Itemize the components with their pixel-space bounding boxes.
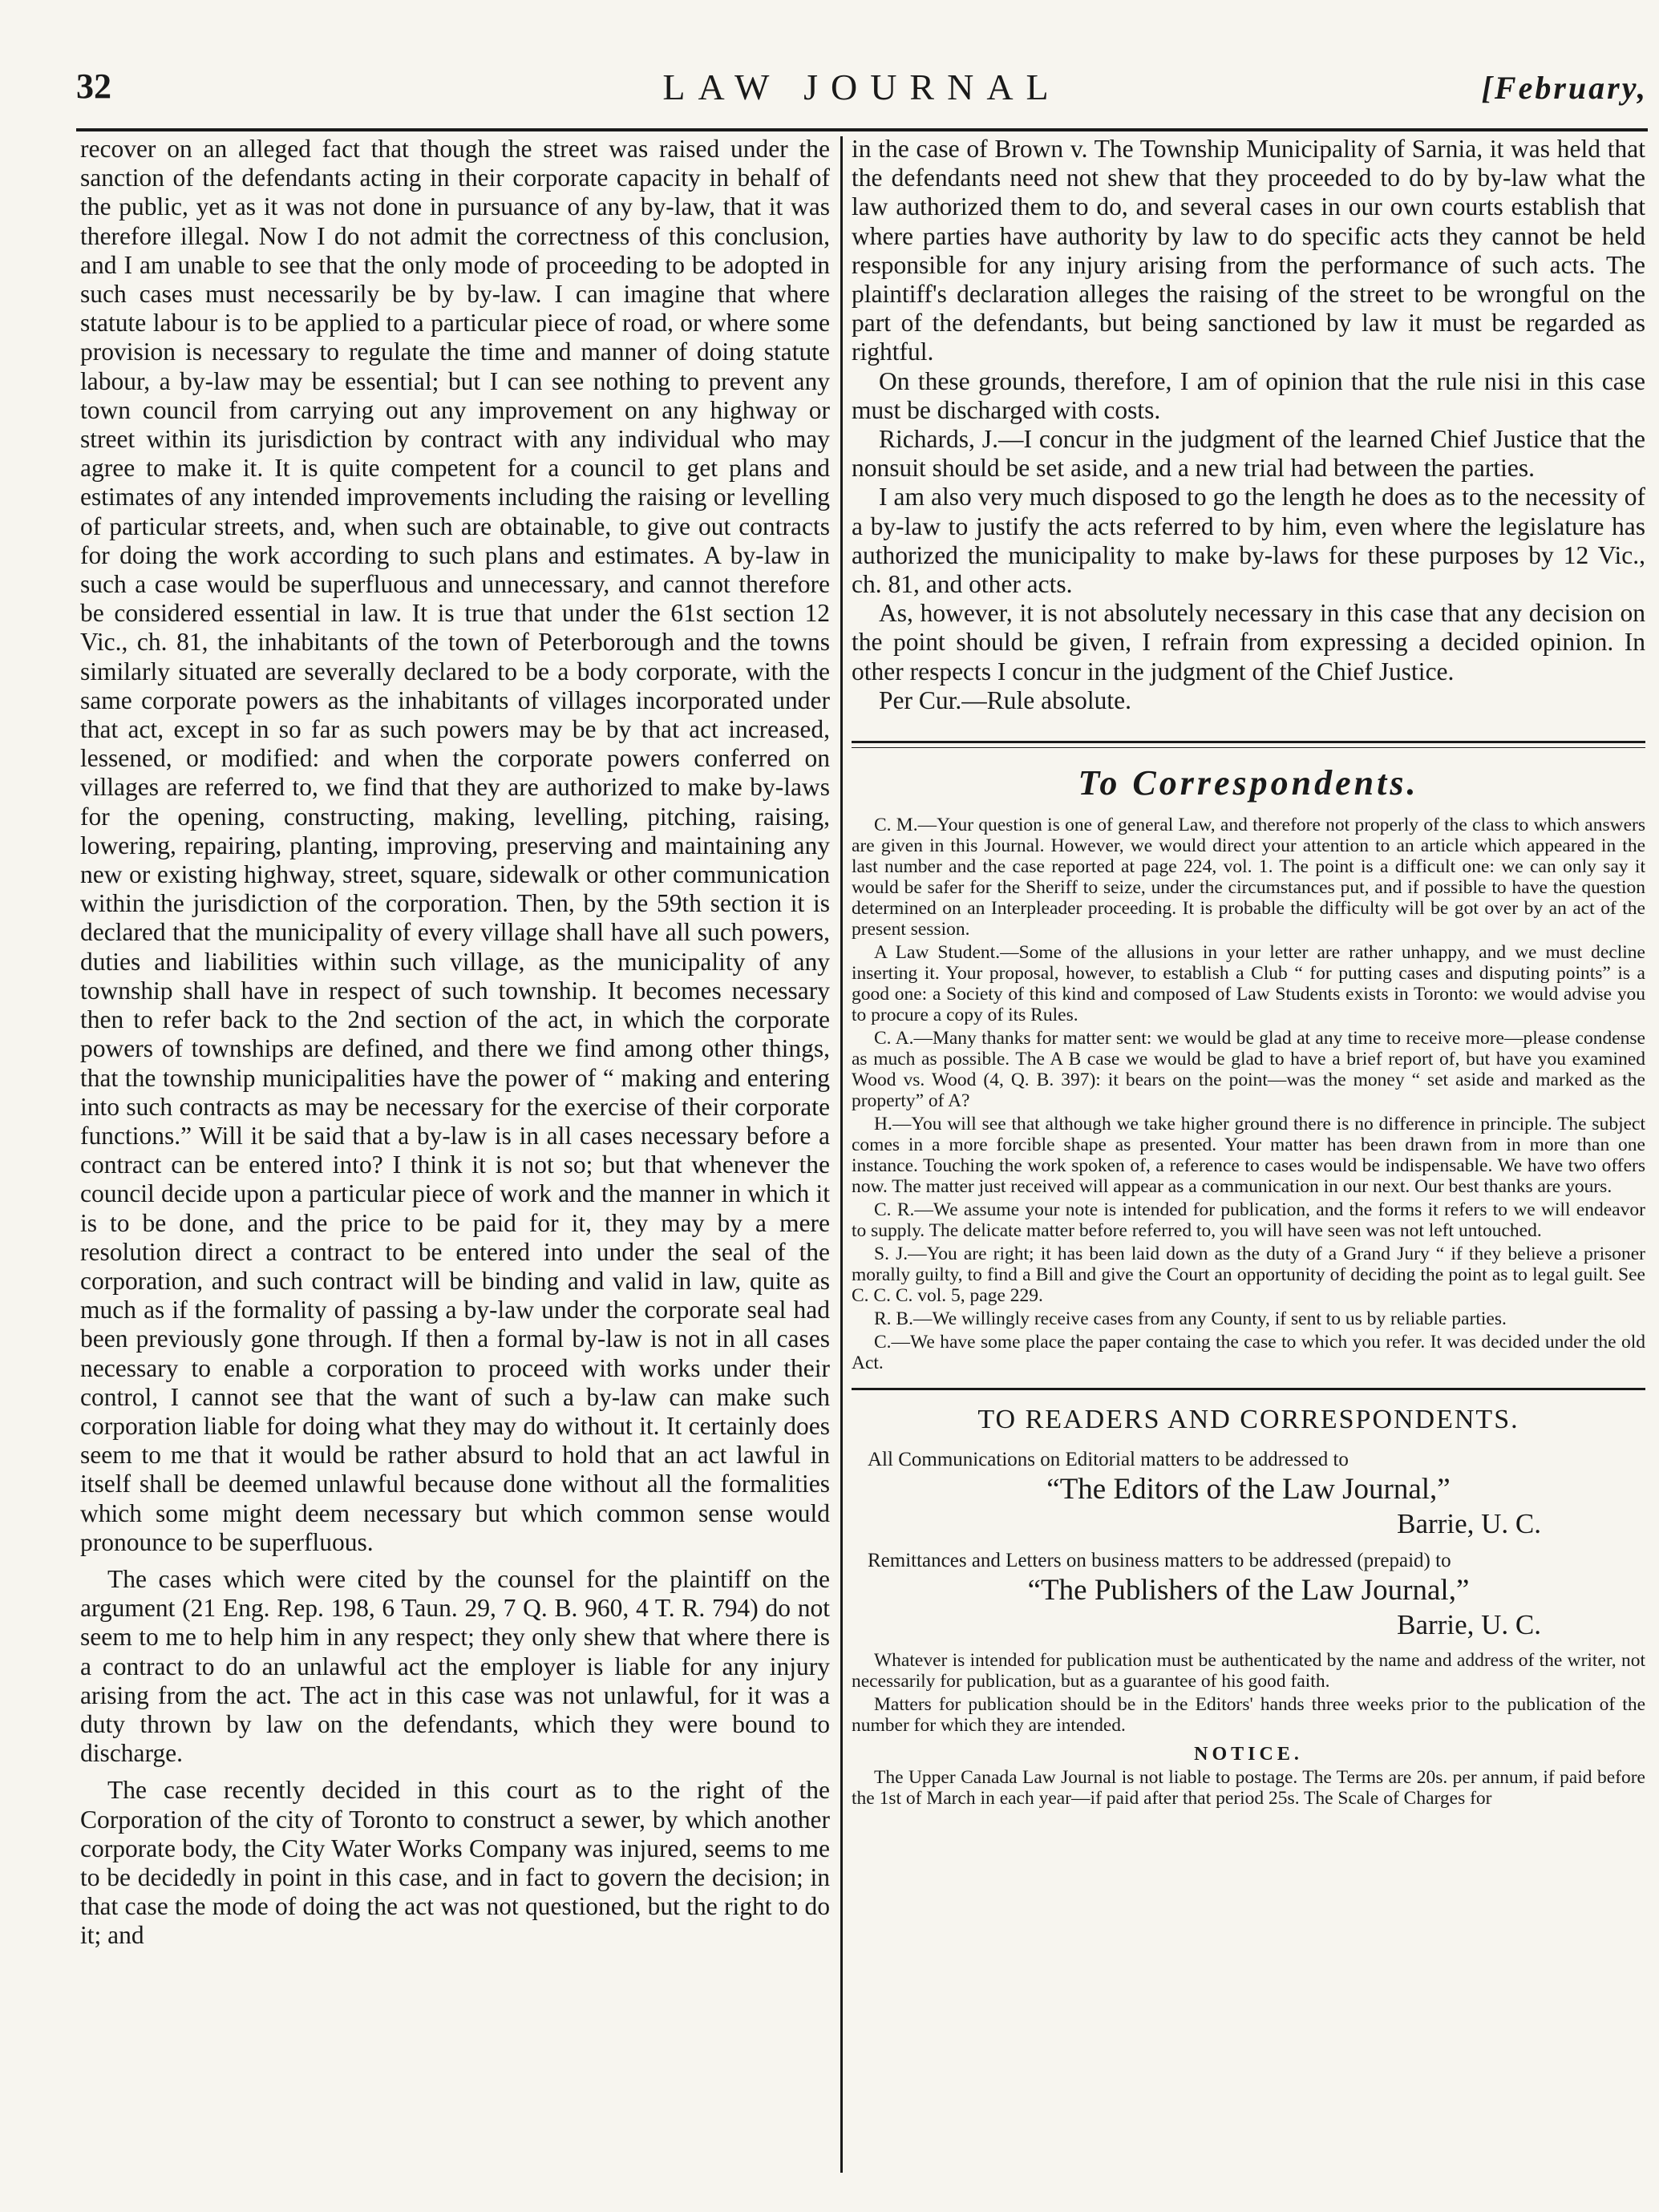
- editors-name: “The Editors of the Law Journal,”: [1046, 1473, 1451, 1506]
- notice-heading: NOTICE.: [1194, 1744, 1303, 1765]
- body-paragraph: The cases which were cited by the counsel for the plaintiff on the argument (21 Eng. Rep. 198, 6 Taun. 29, 7 Q. B. 960, 4 T. R. 794) do not seem to me to help him in any respect; they only shew that where there is a contract to do an unlawful act the employer is liable for any injury arising from the act. The act in this case was not unlawful, for it was a duty thrown by law on the defendants, which they were bound to discharge.: [80, 1564, 830, 1768]
- body-paragraph: Richards, J.—I concur in the judgment of the learned Chief Justice that the nonsuit should be set aside, and a new trial had between the parties.: [852, 425, 1645, 483]
- page-number: 32: [76, 67, 111, 106]
- page-header: [76, 66, 1648, 122]
- body-paragraph: in the case of Brown v. The Township Municipality of Sarnia, it was held that the defendants need not shew that they proceeded to do by by-law what the law authorized them to do, and several cases in our own courts establish that where parties have authority by law to do specific acts they cannot be held responsible for any injury arising from the performance of such acts. The plaintiff's declaration alleges the raising of the street to be wrongful on the part of the defendants, but being sanctioned by law it must be regarded as rightful.: [852, 135, 1645, 366]
- body-paragraph: I am also very much disposed to go the length he does as to the necessity of a by-law to justify the acts referred to by him, even where the legislature has authorized the municipality to make by-laws for these purposes by 12 Vic., ch. 81, and other acts.: [852, 483, 1645, 599]
- notice-body: [852, 1767, 1645, 1809]
- business-address-line: Remittances and Letters on business matters to be addressed (prepaid) to: [868, 1550, 1451, 1572]
- column-divider: [840, 136, 843, 2173]
- correspondents-notes: [852, 815, 1645, 1373]
- body-paragraph: The case recently decided in this court as to the right of the Corporation of the city of Toronto to construct a sewer, by which another corporate body, the City Water Works Company was injured, seems to me to be decidedly in point in this case, and in fact to govern the decision; in that case the mode of doing the act was not questioned, but the right to do it; and: [80, 1776, 830, 1950]
- right-column: [852, 135, 1645, 1811]
- correspondent-note: C. M.—Your question is one of general Law, and therefore not properly of the class to which answers are given in this Journal. However, we would direct your attention to an article which appeared in the last number and the case reported at page 224, vol. 1. The point is a difficult one: we can only say it would be safer for the Sheriff to seize, under the circumstances put, and if possible to have the question determined on an Interpleader proceeding. It is probable the difficulty will be got over by an act of the present session.: [852, 815, 1645, 940]
- correspondent-note: R. B.—We willingly receive cases from any County, if sent to us by reliable parties.: [874, 1308, 1507, 1330]
- correspondent-note: C. R.—We assume your note is intended for publication, and the forms it refers to we will endeavor to supply. The delicate matter before referred to, you will have seen was not left untouched.: [852, 1199, 1645, 1242]
- section-rule: [852, 741, 1645, 748]
- correspondent-note: C.—We have some place the paper containg the case to which you refer. It was decided under the old Act.: [852, 1332, 1645, 1374]
- running-title: LAW JOURNAL: [662, 67, 1062, 107]
- readers-notes: [852, 1650, 1645, 1736]
- correspondent-note: C. A.—Many thanks for matter sent: we would be glad at any time to receive more—please condense as much as possible. The A B case we would be glad to have a brief report of, but have you examined Wood vs. Wood (4, Q. B. 397): it bears on the point—was the money “ set aside and marked as the property” of A?: [852, 1028, 1645, 1112]
- body-paragraph: Per Cur.—Rule absolute.: [879, 685, 1131, 714]
- header-rule: [76, 128, 1648, 131]
- authentication-note: Whatever is intended for publication must be authenticated by the name and address of the writer, not necessarily for publication, but as a guarantee of his good faith.: [852, 1650, 1645, 1692]
- running-date: [February,: [1481, 70, 1648, 106]
- body-paragraph: As, however, it is not absolutely necessary in this case that any decision on the point should be given, I refrain from expressing a decided opinion. In other respects I concur in the judgment of the Chief Justice.: [852, 599, 1645, 685]
- publishers-name: “The Publishers of the Law Journal,”: [1027, 1574, 1470, 1607]
- correspondent-note: H.—You will see that although we take higher ground there is no difference in principle. The subject comes in a more forcible shape as presented. Your matter has been drawn from in more than one instance. Touching the work spoken of, a reference to cases would be indispensable. We have two offers now. The matter just received will appear as a communication in our next. Our best thanks are yours.: [852, 1114, 1645, 1198]
- readers-heading: TO READERS AND CORRESPONDENTS.: [977, 1405, 1519, 1435]
- correspondent-note: A Law Student.—Some of the allusions in your letter are rather unhappy, and we must decline inserting it. Your proposal, however, to establish a Club “ for putting cases and disputing points” is a good one: a Society of this kind and composed of Law Students exists in Toronto: we would advise you to procure a copy of its Rules.: [852, 942, 1645, 1026]
- correspondents-heading: To Correspondents.: [1078, 763, 1419, 803]
- body-paragraph: recover on an alleged fact that though the street was raised under the sanction of the defendants acting in their corporate capacity in behalf of the public, yet as it was not done in pursuance of any by-law, that it was therefore illegal. Now I do not admit the correctness of this conclusion, and I am unable to see that the only mode of proceeding to be adopted in such cases must necessarily be by by-law. I can imagine that where statute labour is to be applied to a particular piece of road, or where some provision is necessary to regulate the time and manner of doing statute labour, a by-law may be essential; but I can see nothing to prevent any town council from carrying out any improvement on any highway or street within its jurisdiction by contract with any individual who may agree to make it. It is quite competent for a council to get plans and estimates of any intended improvements including the raising or levelling of particular streets, and, when such are obtainable, to give out contracts for doing the work according to such plans and estimates. A by-law in such a case would be superfluous and unnecessary, and cannot therefore be considered essential in law. It is true that under the 61st section 12 Vic., ch. 81, the inhabitants of the town of Peterborough and the towns similarly situated are severally declared to be a body corporate, with the same corporate powers as the inhabitants of villages incorporated under that act, except in so far as such powers may be by that act increased, lessened, or modified: and when the corporate powers conferred on villages are referred to, we find that they are authorized to make by-laws for the opening, constructing, making, levelling, pitching, raising, lowering, repairing, planting, improving, preserving and maintaining any new or existing highway, street, square, sidewalk or other communication within the jurisdiction of the corporation. Then, by the 59th section it is declared that the municipality of every village shall have all such powers, duties and liabilities within such village, as the municipality of any township shall have in respect of such township. It becomes necessary then to refer back to the 2nd section of the act, in which the corporate powers of townships are defined, and there we find among other things, that the township municipalities have the power of “ making and entering into such contracts as may be necessary for the exercise of their corporate functions.” Will it be said that a by-law is in all cases necessary before a contract can be entered into? I think it is not so; but that whenever the council decide upon a particular piece of work and the manner in which it is to be done, and the price to be paid for it, they may by a mere resolution direct a contract to be entered into under the seal of the corporation, and such contract will be binding and valid in law, quite as much as if the formality of passing a by-law under the corporate seal had been previously gone through. If then a formal by-law is not in all cases necessary to enable a corporation to proceed with works under their control, I cannot see that the want of such a by-law can make such corporation liable for doing what they may do without it. It certainly does seem to me that it would be rather absurd to hold that an act lawful in itself shall be deemed unlawful because done without all the formalities which some might deem necessary but which common sense would pronounce to be superfluous.: [80, 135, 830, 1556]
- left-column: [80, 135, 830, 1951]
- notice-text: The Upper Canada Law Journal is not liable to postage. The Terms are 20s. per annum, if paid before the 1st of March in each year—if paid after that period 25s. The Scale of Charges for: [852, 1767, 1645, 1810]
- body-paragraph: On these grounds, therefore, I am of opinion that the rule nisi in this case must be discharged with costs.: [852, 366, 1645, 424]
- section-rule: [852, 1388, 1645, 1390]
- correspondent-note: S. J.—You are right; it has been laid down as the duty of a Grand Jury “ if they believe a prisoner morally guilty, to find a Bill and give the Court an opportunity of deciding the point as to legal guilt. See C. C. C. vol. 5, page 229.: [852, 1243, 1645, 1307]
- editors-place: Barrie, U. C.: [1397, 1508, 1541, 1540]
- publishers-place: Barrie, U. C.: [1397, 1609, 1541, 1641]
- deadline-note: Matters for publication should be in the Editors' hands three weeks prior to the publication of the number for which they are intended.: [852, 1694, 1645, 1737]
- editorial-address-line: All Communications on Editorial matters to be addressed to: [868, 1449, 1349, 1471]
